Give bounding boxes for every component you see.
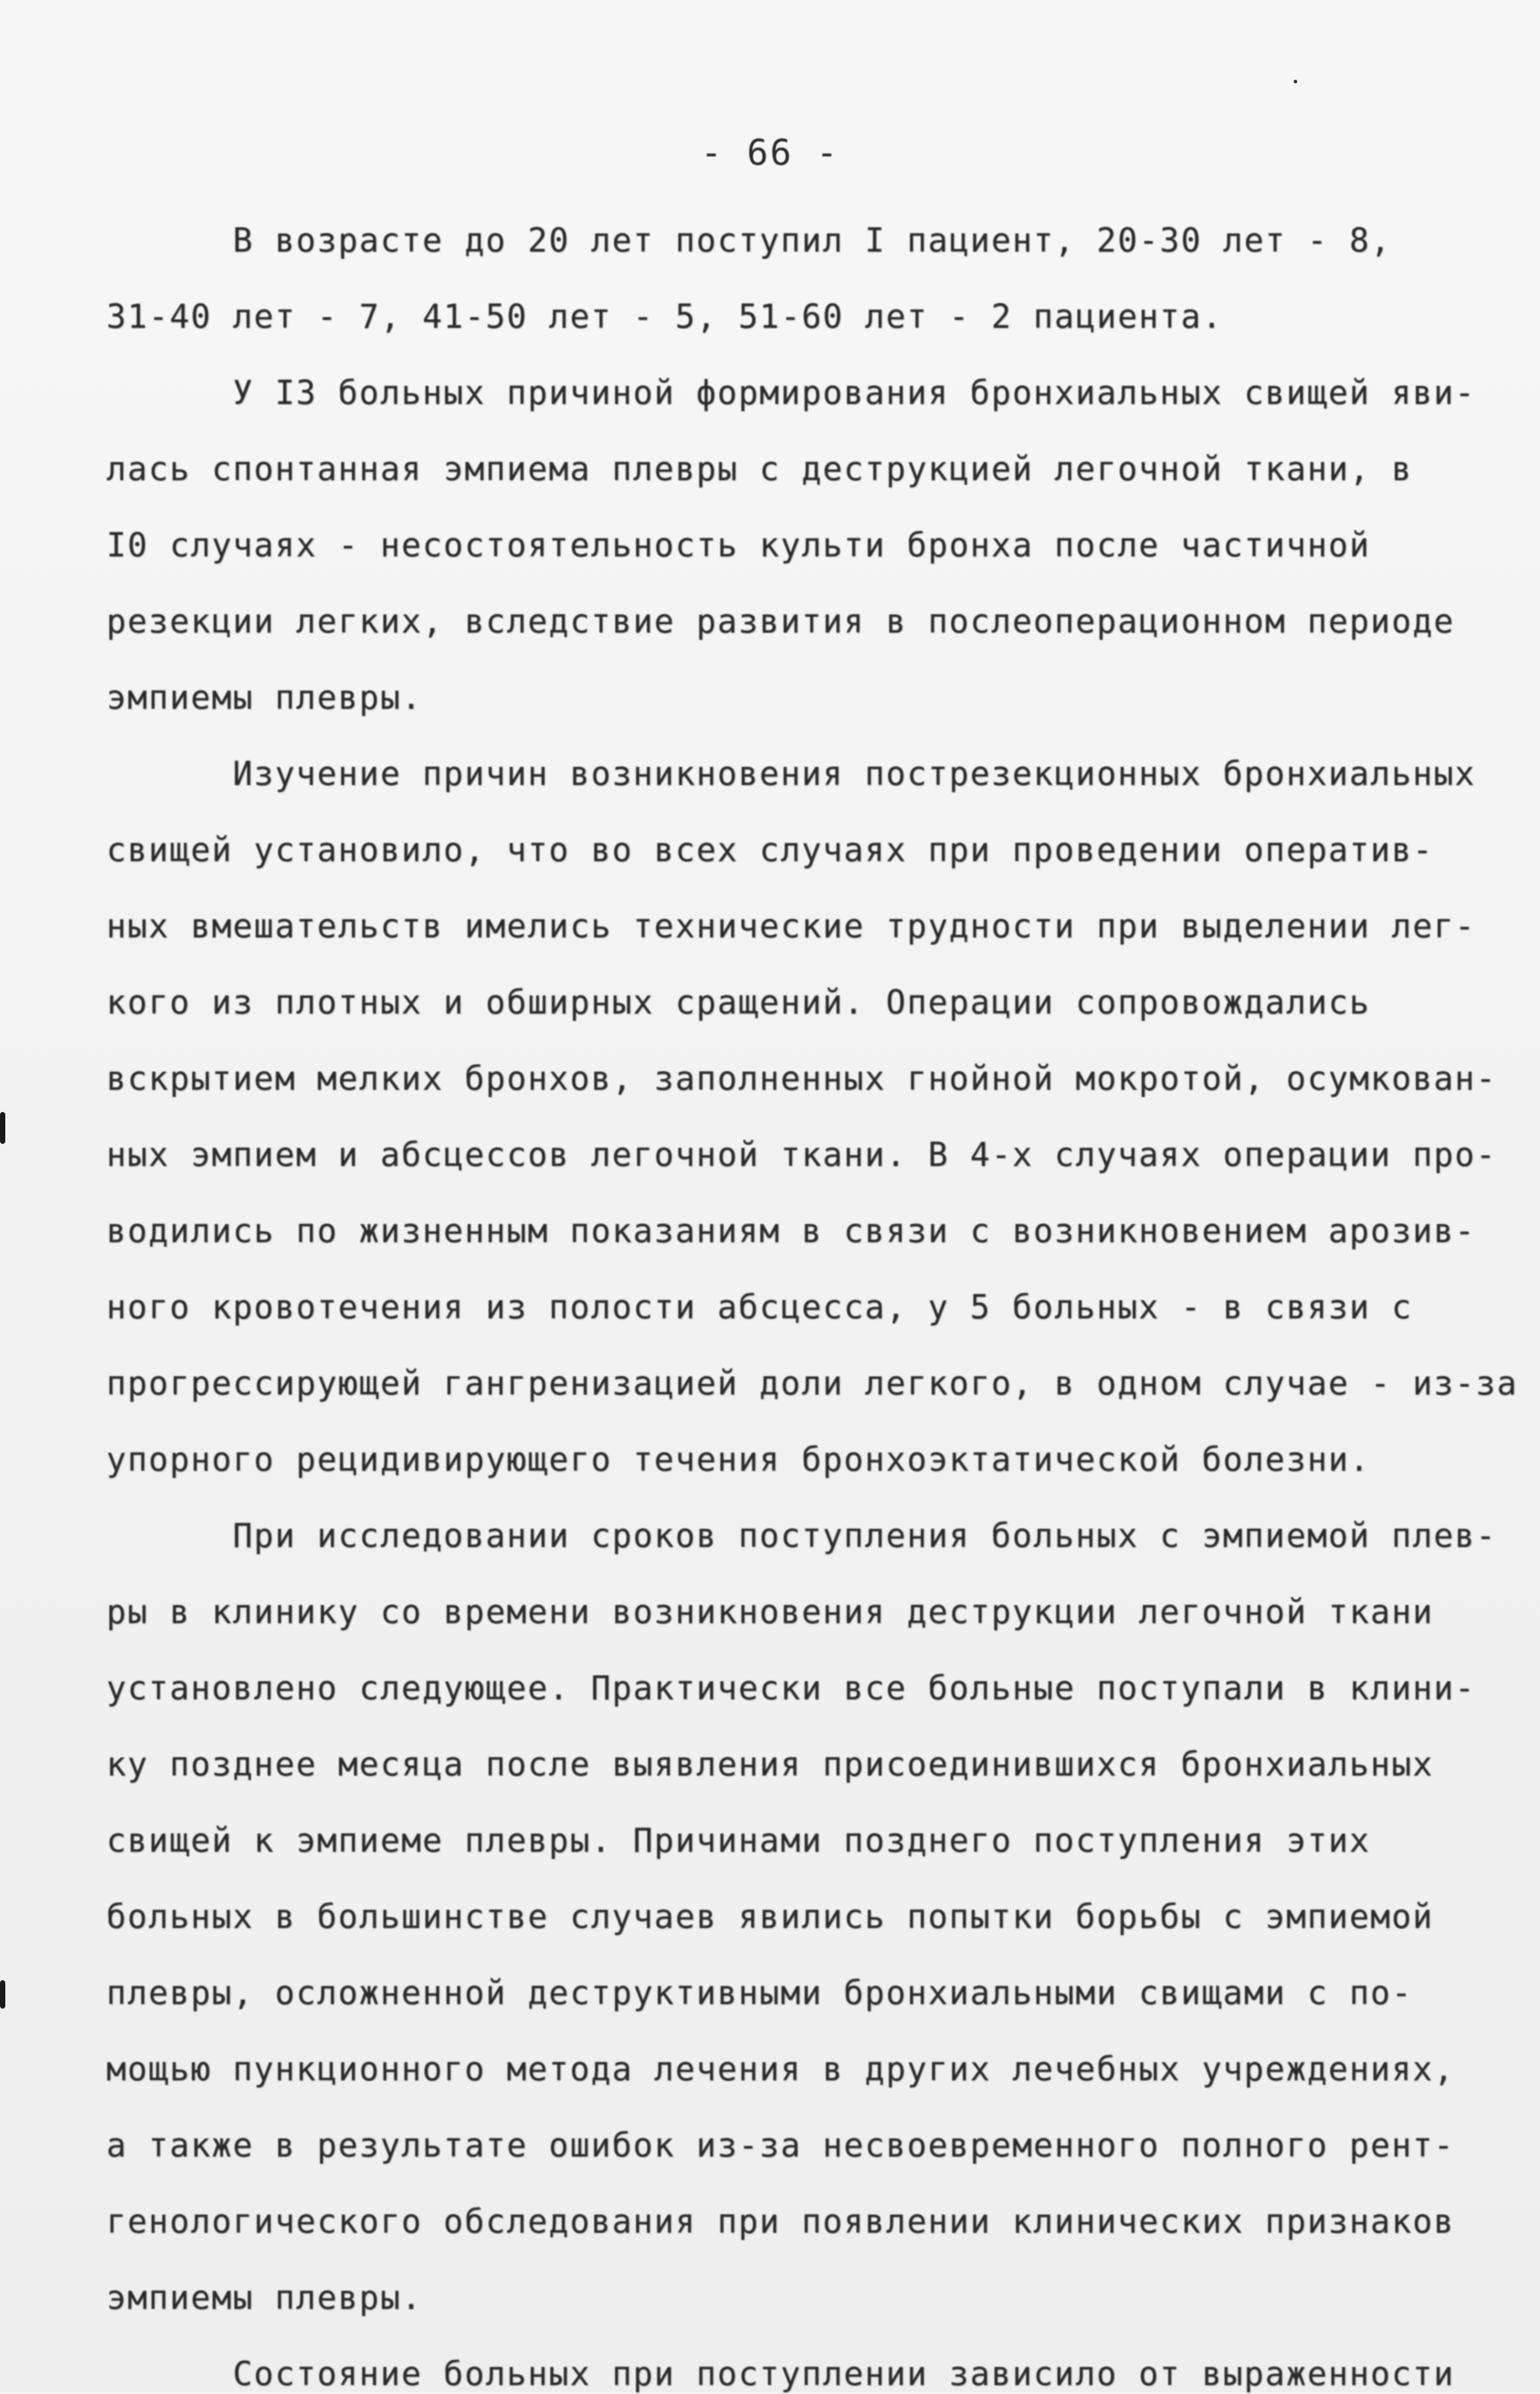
- text-line: а также в результате ошибок из-за несвоевременного полного рент-: [106, 2126, 1455, 2165]
- text-line: В возрасте до 20 лет поступил I пациент, 20-30 лет - 8,: [106, 222, 1392, 260]
- text-line: Состояние больных при поступлении зависило от выраженности: [106, 2355, 1455, 2393]
- text-line: У I3 больных причиной формирования бронхиальных свищей яви-: [106, 374, 1476, 412]
- text-line: ры в клинику со времени возникновения деструкции легочной ткани: [106, 1593, 1434, 1631]
- scan-edge-mark: [0, 1980, 5, 2009]
- text-line: лась спонтанная эмпиема плевры с деструкцией легочной ткани, в: [106, 450, 1413, 488]
- text-line: больных в большинстве случаев явились попытки борьбы с эмпиемой: [106, 1898, 1434, 1936]
- scan-edge-mark: [0, 1112, 5, 1144]
- text-line: ных эмпием и абсцессов легочной ткани. В 4-х случаях операции про-: [106, 1136, 1497, 1174]
- text-line: Изучение причин возникновения пострезекционных бронхиальных: [106, 755, 1476, 793]
- text-line: При исследовании сроков поступления больных с эмпиемой плев-: [106, 1517, 1497, 1555]
- text-line: мощью пункционного метода лечения в других лечебных учреждениях,: [106, 2050, 1455, 2088]
- text-line: 31-40 лет - 7, 41-50 лет - 5, 51-60 лет - 2 пациента.: [106, 298, 1224, 336]
- text-line: плевры, осложненной деструктивными бронхиальными свищами с по-: [106, 1974, 1413, 2012]
- text-line: ного кровотечения из полости абсцесса, у 5 больных - в связи с: [106, 1288, 1413, 1326]
- text-line: водились по жизненным показаниям в связи с возникновением арозив-: [106, 1212, 1476, 1250]
- text-line: генологического обследования при появлении клинических признаков: [106, 2203, 1455, 2241]
- scan-speck: [1294, 80, 1297, 83]
- text-line: резекции легких, вследствие развития в послеоперационном периоде: [106, 602, 1455, 641]
- text-line: кого из плотных и обширных сращений. Операции сопровождались: [106, 983, 1371, 1022]
- text-line: вскрытием мелких бронхов, заполненных гнойной мокротой, осумкован-: [106, 1060, 1497, 1098]
- text-line: упорного рецидивирующего течения бронхоэктатической болезни.: [106, 1441, 1371, 1479]
- text-line: ку позднее месяца после выявления присоединившихся бронхиальных: [106, 1745, 1434, 1784]
- text-line: прогрессирующей гангренизацией доли легкого, в одном случае - из-за: [106, 1364, 1518, 1403]
- text-line: эмпиемы плевры.: [106, 2279, 423, 2317]
- text-line: ных вмешательств имелись технические трудности при выделении лег-: [106, 907, 1476, 945]
- text-line: установлено следующее. Практически все больные поступали в клини-: [106, 1669, 1476, 1707]
- text-line: I0 случаях - несостоятельность культи бронха после частичной: [106, 526, 1371, 564]
- text-line: свищей к эмпиеме плевры. Причинами позднего поступления этих: [106, 1822, 1371, 1860]
- text-line: эмпиемы плевры.: [106, 679, 423, 717]
- page-number: - 66 -: [700, 133, 840, 174]
- text-line: свищей установило, что во всех случаях при проведении оператив-: [106, 831, 1434, 869]
